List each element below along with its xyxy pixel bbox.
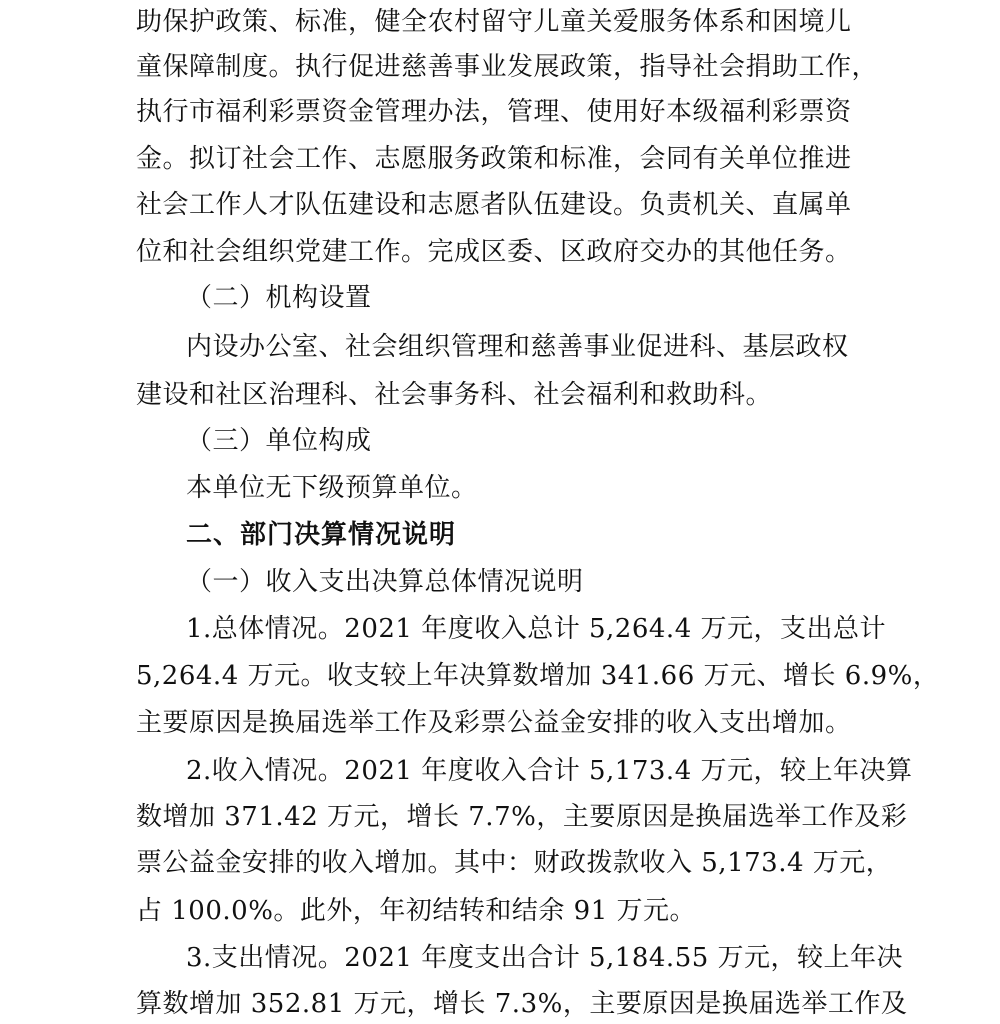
paragraph-line: 算数增加 352.81 万元，增长 7.3%，主要原因是换届选举工作及 — [136, 989, 908, 1019]
paragraph-line: 票公益金安排的收入增加。其中：财政拨款收入 5,173.4 万元， — [136, 848, 893, 878]
paragraph-line: 1.总体情况。2021 年度收入总计 5,264.4 万元，支出总计 — [186, 614, 887, 644]
paragraph-line: 助保护政策、标准，健全农村留守儿童关爱服务体系和困境儿 — [136, 7, 852, 37]
paragraph-line: 金。拟订社会工作、志愿服务政策和标准，会同有关单位推进 — [136, 144, 852, 174]
paragraph-line: 5,264.4 万元。收支较上年决算数增加 341.66 万元、增长 6.9%， — [136, 661, 940, 691]
section-heading: （三）单位构成 — [186, 426, 372, 456]
paragraph-line: 3.支出情况。2021 年度支出合计 5,184.55 万元，较上年决 — [186, 943, 904, 973]
section-heading: （二）机构设置 — [186, 283, 372, 313]
paragraph-line: 占 100.0%。此外，年初结转和结余 91 万元。 — [136, 896, 697, 926]
paragraph-line: 执行市福利彩票资金管理办法，管理、使用好本级福利彩票资 — [136, 97, 852, 127]
paragraph-line: 社会工作人才队伍建设和志愿者队伍建设。负责机关、直属单 — [136, 190, 852, 220]
chapter-heading: 二、部门决算情况说明 — [186, 520, 457, 550]
paragraph-line: 内设办公室、社会组织管理和慈善事业促进科、基层政权 — [186, 332, 849, 362]
paragraph-line: 童保障制度。执行促进慈善事业发展政策，指导社会捐助工作， — [136, 52, 879, 82]
paragraph-line: 本单位无下级预算单位。 — [186, 473, 478, 503]
paragraph-line: 2.收入情况。2021 年度收入合计 5,173.4 万元，较上年决算 — [186, 756, 913, 786]
paragraph-line: 数增加 371.42 万元，增长 7.7%，主要原因是换届选举工作及彩 — [136, 802, 908, 832]
paragraph-line: 建设和社区治理科、社会事务科、社会福利和救助科。 — [136, 380, 773, 410]
paragraph-line: 位和社会组织党建工作。完成区委、区政府交办的其他任务。 — [136, 237, 852, 267]
paragraph-line: 主要原因是换届选举工作及彩票公益金安排的收入支出增加。 — [136, 708, 852, 738]
section-heading: （一）收入支出决算总体情况说明 — [186, 567, 584, 597]
